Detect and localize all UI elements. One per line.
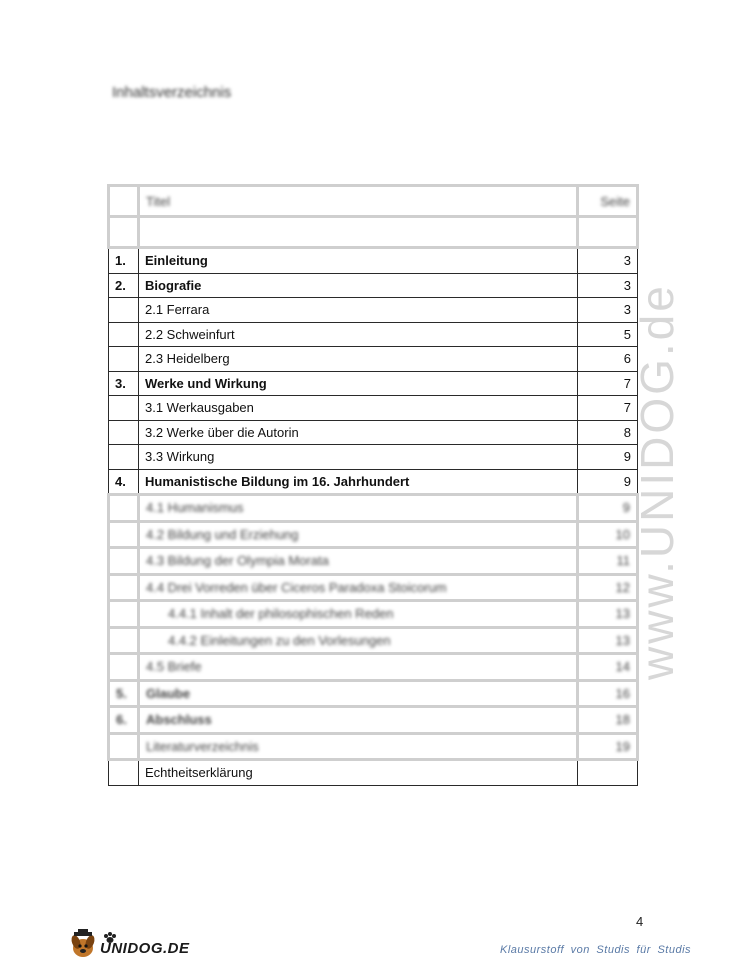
toc-header-page: Seite — [578, 186, 638, 217]
toc-row-page: 3 — [578, 248, 638, 274]
toc-row-title: 4.4 Drei Vorreden über Ciceros Paradoxa Stoicorum — [139, 574, 578, 601]
toc-row-page: 8 — [578, 420, 638, 445]
toc-row — [109, 707, 638, 734]
toc-row — [109, 733, 638, 760]
toc-row — [109, 396, 638, 421]
toc-spacer-num — [109, 217, 139, 248]
toc-row-title: Biografie — [139, 273, 578, 298]
toc-row-page: 11 — [578, 548, 638, 575]
toc-row — [109, 627, 638, 654]
toc-row — [109, 469, 638, 495]
toc-row — [109, 654, 638, 681]
toc-row-number — [109, 322, 139, 347]
toc-row — [109, 680, 638, 707]
toc-row-number — [109, 396, 139, 421]
toc-row-number — [109, 347, 139, 372]
toc-row — [109, 248, 638, 274]
toc-row-title: 4.4.1 Inhalt der philosophischen Reden — [139, 601, 578, 628]
toc-row-title: 4.4.2 Einleitungen zu den Vorlesungen — [139, 627, 578, 654]
toc-row-title: Glaube — [139, 680, 578, 707]
toc-row — [109, 420, 638, 445]
toc-row-title: 4.5 Briefe — [139, 654, 578, 681]
toc-row-title: 4.2 Bildung und Erziehung — [139, 521, 578, 548]
toc-row — [109, 298, 638, 323]
toc-row-page — [578, 760, 638, 786]
toc-row — [109, 760, 638, 786]
toc-row-title: 4.1 Humanismus — [139, 495, 578, 522]
toc-row-title: 2.3 Heidelberg — [139, 347, 578, 372]
toc-row-page: 9 — [578, 495, 638, 522]
toc-row-page: 3 — [578, 273, 638, 298]
toc-row-number: 3. — [109, 371, 139, 396]
toc-row — [109, 347, 638, 372]
footer-tagline: Klausurstoff von Studis für Studis — [500, 944, 692, 956]
toc-row — [109, 574, 638, 601]
toc-row-title: Abschluss — [139, 707, 578, 734]
toc-spacer-row — [109, 217, 638, 248]
toc-row-number: 2. — [109, 273, 139, 298]
toc-row — [109, 521, 638, 548]
toc-row-page: 3 — [578, 298, 638, 323]
toc-row-title: 4.3 Bildung der Olympia Morata — [139, 548, 578, 575]
toc-row-page: 19 — [578, 733, 638, 760]
toc-row-page: 7 — [578, 396, 638, 421]
toc-header-row — [109, 186, 638, 217]
toc-row-page: 10 — [578, 521, 638, 548]
toc-row — [109, 445, 638, 470]
toc-row-page: 9 — [578, 445, 638, 470]
toc-row-number — [109, 601, 139, 628]
toc-row — [109, 495, 638, 522]
toc-row-title: Werke und Wirkung — [139, 371, 578, 396]
toc-row — [109, 601, 638, 628]
toc-row-page: 9 — [578, 469, 638, 495]
toc-row-title: Literaturverzeichnis — [139, 733, 578, 760]
toc-row-title: 2.1 Ferrara — [139, 298, 578, 323]
toc-row-page: 14 — [578, 654, 638, 681]
toc-header-title: Titel — [139, 186, 578, 217]
toc-row-number — [109, 521, 139, 548]
watermark: www.UNIDOG.de — [631, 283, 683, 680]
toc-row-number — [109, 627, 139, 654]
toc-row-page: 18 — [578, 707, 638, 734]
toc-row-title: Echtheitserklärung — [139, 760, 578, 786]
toc-row-page: 12 — [578, 574, 638, 601]
toc-row-page: 16 — [578, 680, 638, 707]
toc-row-number — [109, 654, 139, 681]
toc-row-number — [109, 548, 139, 575]
toc-row-number: 5. — [109, 680, 139, 707]
toc-row — [109, 371, 638, 396]
toc-row-title: 3.3 Wirkung — [139, 445, 578, 470]
toc-row-number — [109, 733, 139, 760]
toc-spacer-title — [139, 217, 578, 248]
toc-row-number — [109, 298, 139, 323]
toc-row — [109, 273, 638, 298]
toc-header-num — [109, 186, 139, 217]
toc-row-title: 3.1 Werkausgaben — [139, 396, 578, 421]
table-of-contents — [107, 184, 639, 786]
toc-row-page: 6 — [578, 347, 638, 372]
toc-row-page: 7 — [578, 371, 638, 396]
toc-row-page: 13 — [578, 601, 638, 628]
page-number: 4 — [636, 914, 644, 929]
toc-row-page: 5 — [578, 322, 638, 347]
toc-row-number — [109, 574, 139, 601]
toc-row-number: 6. — [109, 707, 139, 734]
dog-mascot-icon — [70, 929, 96, 957]
toc-row-page: 13 — [578, 627, 638, 654]
toc-spacer-page — [578, 217, 638, 248]
toc-row-number — [109, 495, 139, 522]
toc-row-number — [109, 760, 139, 786]
toc-row-number: 1. — [109, 248, 139, 274]
toc-row — [109, 322, 638, 347]
toc-row-title: 3.2 Werke über die Autorin — [139, 420, 578, 445]
toc-row-number — [109, 420, 139, 445]
toc-row-number: 4. — [109, 469, 139, 495]
toc-row-title: 2.2 Schweinfurt — [139, 322, 578, 347]
toc-row-title: Humanistische Bildung im 16. Jahrhundert — [139, 469, 578, 495]
toc-row — [109, 548, 638, 575]
toc-row-number — [109, 445, 139, 470]
toc-row-title: Einleitung — [139, 248, 578, 274]
document-heading: Inhaltsverzeichnis — [112, 84, 232, 101]
logo-text: UNIDOG.DE — [100, 940, 190, 957]
